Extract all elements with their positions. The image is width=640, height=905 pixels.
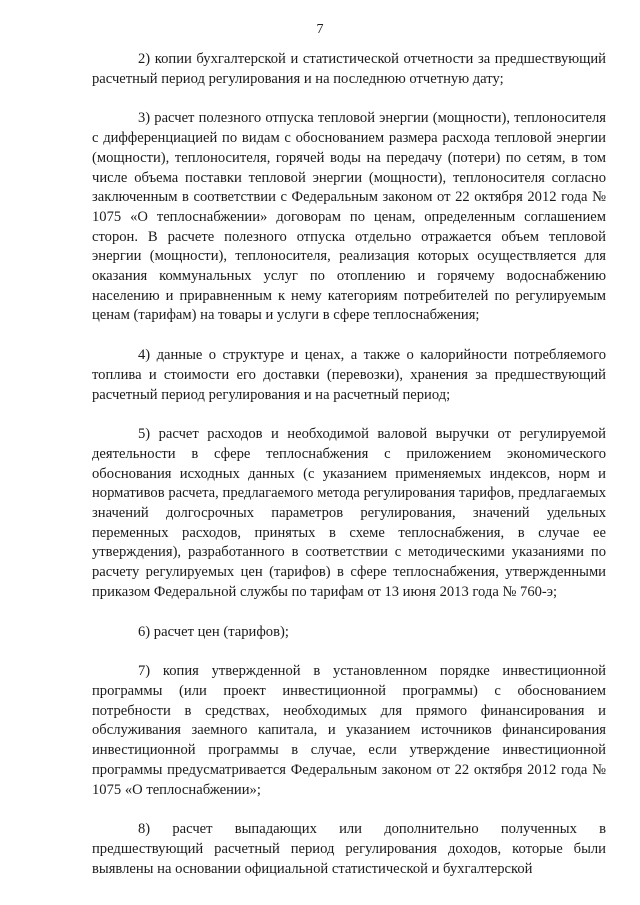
- paragraph-item-4: 4) данные о структуре и ценах, а также о калорийности потребляемого топлива и стоимости его доставки (перевозки), хранения за предшествующий расчетный период регулирования и на расчетный период;: [92, 347, 606, 403]
- page-number: 7: [316, 22, 324, 37]
- paragraph-item-7: 7) копия утвержденной в установленном порядке инвестиционной программы (или проект инвестиционной программы) с обоснованием потребности в средствах, необходимых для прямого финансирования и обслуживания заемного капитала, и указанием источников финансирования инвестиционной программы в случае, если утверждение инвестиционной программы предусматривается Федеральным законом от 22 октября 2012 года № 1075 «О теплоснабжении»;: [92, 663, 606, 798]
- paragraph-item-3: 3) расчет полезного отпуска тепловой энергии (мощности), теплоносителя с дифференциацией по видам с обоснованием размера расхода тепловой энергии (мощности), теплоносителя, горячей воды на передачу (потери) по сетям, в том числе объема поставки тепловой энергии (мощности), теплоносителя согласно заключенным в соответствии с Федеральным законом от 22 октября 2012 года № 1075 «О теплоснабжении» договорам по ценам, определенным соглашением сторон. В расчете полезного отпуска отдельно отражается объем тепловой энергии (мощности), теплоносителя, реализация которых осуществляется для оказания коммунальных услуг по отоплению и горячему водоснабжению населению и приравненным к нему категориям потребителей по регулируемым ценам (тарифам) на товары и услуги в сфере теплоснабжения;: [92, 110, 606, 324]
- paragraph-item-2: 2) копии бухгалтерской и статистической отчетности за предшествующий расчетный период регулирования и на последнюю отчетную дату;: [92, 51, 606, 87]
- document-body: [92, 50, 606, 899]
- paragraph-item-8: 8) расчет выпадающих или дополнительно полученных в предшествующий расчетный период регулирования доходов, которые были выявлены на основании официальной статистической и бухгалтерской: [92, 821, 606, 877]
- paragraph-item-6: 6) расчет цен (тарифов);: [138, 623, 289, 640]
- paragraph-item-5: 5) расчет расходов и необходимой валовой выручки от регулируемой деятельности в сфере теплоснабжения с приложением экономического обоснования исходных данных (с указанием применяемых индексов, норм и нормативов расчета, предлагаемого метода регулирования тарифов, предлагаемых значений долгосрочных параметров регулирования, значений удельных переменных расходов, принятых в схеме теплоснабжения, в случае ее утверждения), разработанного в соответствии с методическими указаниями по расчету регулируемых цен (тарифов) в сфере теплоснабжения, утвержденными приказом Федеральной службы по тарифам от 13 июня 2013 года № 760-э;: [92, 426, 606, 600]
